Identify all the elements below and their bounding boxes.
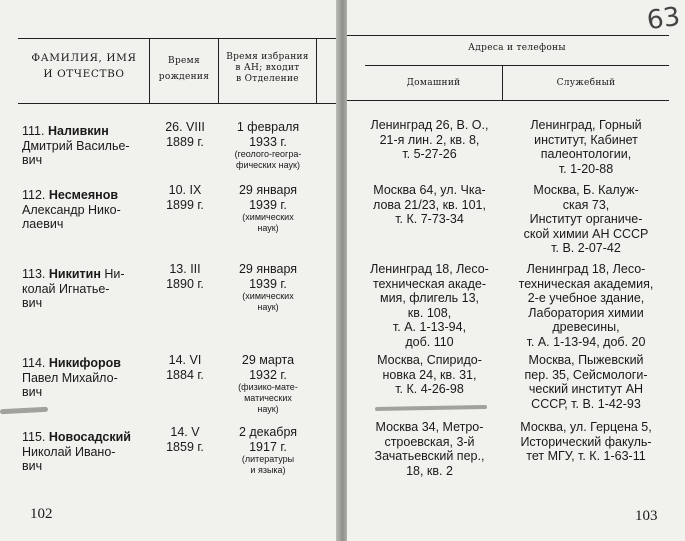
header-bottom-rule: [347, 100, 669, 101]
table-row-election: 29 января 1939 г. (химических наук): [238, 183, 298, 233]
table-row-home: Москва 34, Метро- строевская, 3-й Зачатьевский пер., 18, кв. 2: [374, 420, 485, 478]
left-page: [0, 0, 338, 541]
table-row-birth: 10. IX 1899 г.: [166, 183, 204, 212]
table-row-birth: 14. VI 1884 г.: [166, 353, 204, 382]
table-row-name: 115. Новосадский Николай Ивано- вич: [22, 430, 131, 473]
handwritten-number: 63: [645, 1, 683, 37]
page-number-left: 102: [30, 506, 53, 522]
table-row-name: 112. Несмеянов Александр Нико- лаевич: [22, 188, 121, 231]
table-top-rule: [18, 38, 338, 39]
header-home: Домашний: [406, 78, 461, 88]
page-number-right: 103: [635, 508, 658, 524]
header-work: Служебный: [556, 78, 616, 88]
header-name: ФАМИЛИЯ, ИМЯ И ОТЧЕСТВО: [31, 52, 137, 80]
table-row-name: 114. Никифоров Павел Михайло- вич: [22, 356, 121, 399]
table-row-election: 29 января 1939 г. (химических наук): [238, 262, 298, 312]
table-row-birth: 14. V 1859 г.: [166, 425, 204, 454]
table-row-election: 29 марта 1932 г. (физико-мате- матических наук): [238, 353, 298, 414]
right-page: [347, 0, 685, 541]
pencil-mark: [375, 405, 487, 411]
pencil-mark: [0, 407, 48, 415]
column-rule: [316, 38, 317, 103]
table-row-work: Ленинград 18, Лесо- техническая академия, 2-е учебное здание, Лаборатория химии древесины, т. А. 1-13-94, доб. 20: [518, 262, 654, 349]
header-mid-rule: [365, 65, 669, 66]
table-row-birth: 26. VIII 1889 г.: [165, 120, 205, 149]
header-election: Время избрания в АН; входит в Отделение: [226, 52, 309, 84]
table-row-home: Ленинград 26, В. О., 21-я лин. 2, кв. 8, т. 5-27-26: [370, 118, 489, 161]
table-row-home: Ленинград 18, Лесо- техническая акаде- мия, флигель 13, кв. 108, т. А. 1-13-94, доб. 110: [370, 262, 489, 349]
table-top-rule: [347, 35, 669, 36]
table-row-name: 113. Никитин Ни- колай Игнатье- вич: [22, 267, 125, 310]
table-row-home: Москва 64, ул. Чка- лова 21/23, кв. 101, т. К. 7-73-34: [373, 183, 486, 226]
table-row-election: 2 декабря 1917 г. (литературы и языка): [238, 425, 298, 475]
table-row-home: Москва, Спиридо- новка 24, кв. 31, т. К. 4-26-98: [377, 353, 482, 396]
table-row-work: Москва, Б. Калуж- ская 73, Институт органиче- ской химии АН СССР т. В. 2-07-42: [523, 183, 649, 255]
table-row-work: Москва, Пыжевский пер. 35, Сейсмологи- ческий институт АН СССР, т. В. 1-42-93: [524, 353, 648, 411]
header-addresses: Адреса и телефоны: [468, 43, 566, 53]
table-row-birth: 13. III 1890 г.: [166, 262, 204, 291]
table-row-work: Ленинград, Горный институт, Кабинет палеонтологии, т. 1-20-88: [530, 118, 642, 176]
table-row-election: 1 февраля 1933 г. (геолого-геогра- фических наук): [234, 120, 302, 170]
table-row-work: Москва, ул. Герцена 5, Исторический факуль- тет МГУ, т. К. 1-63-11: [520, 420, 652, 463]
header-bottom-rule: [18, 103, 338, 104]
table-row-name: 111. Наливкин Дмитрий Василье- вич: [22, 124, 130, 167]
header-birth: Время рождения: [158, 56, 210, 82]
